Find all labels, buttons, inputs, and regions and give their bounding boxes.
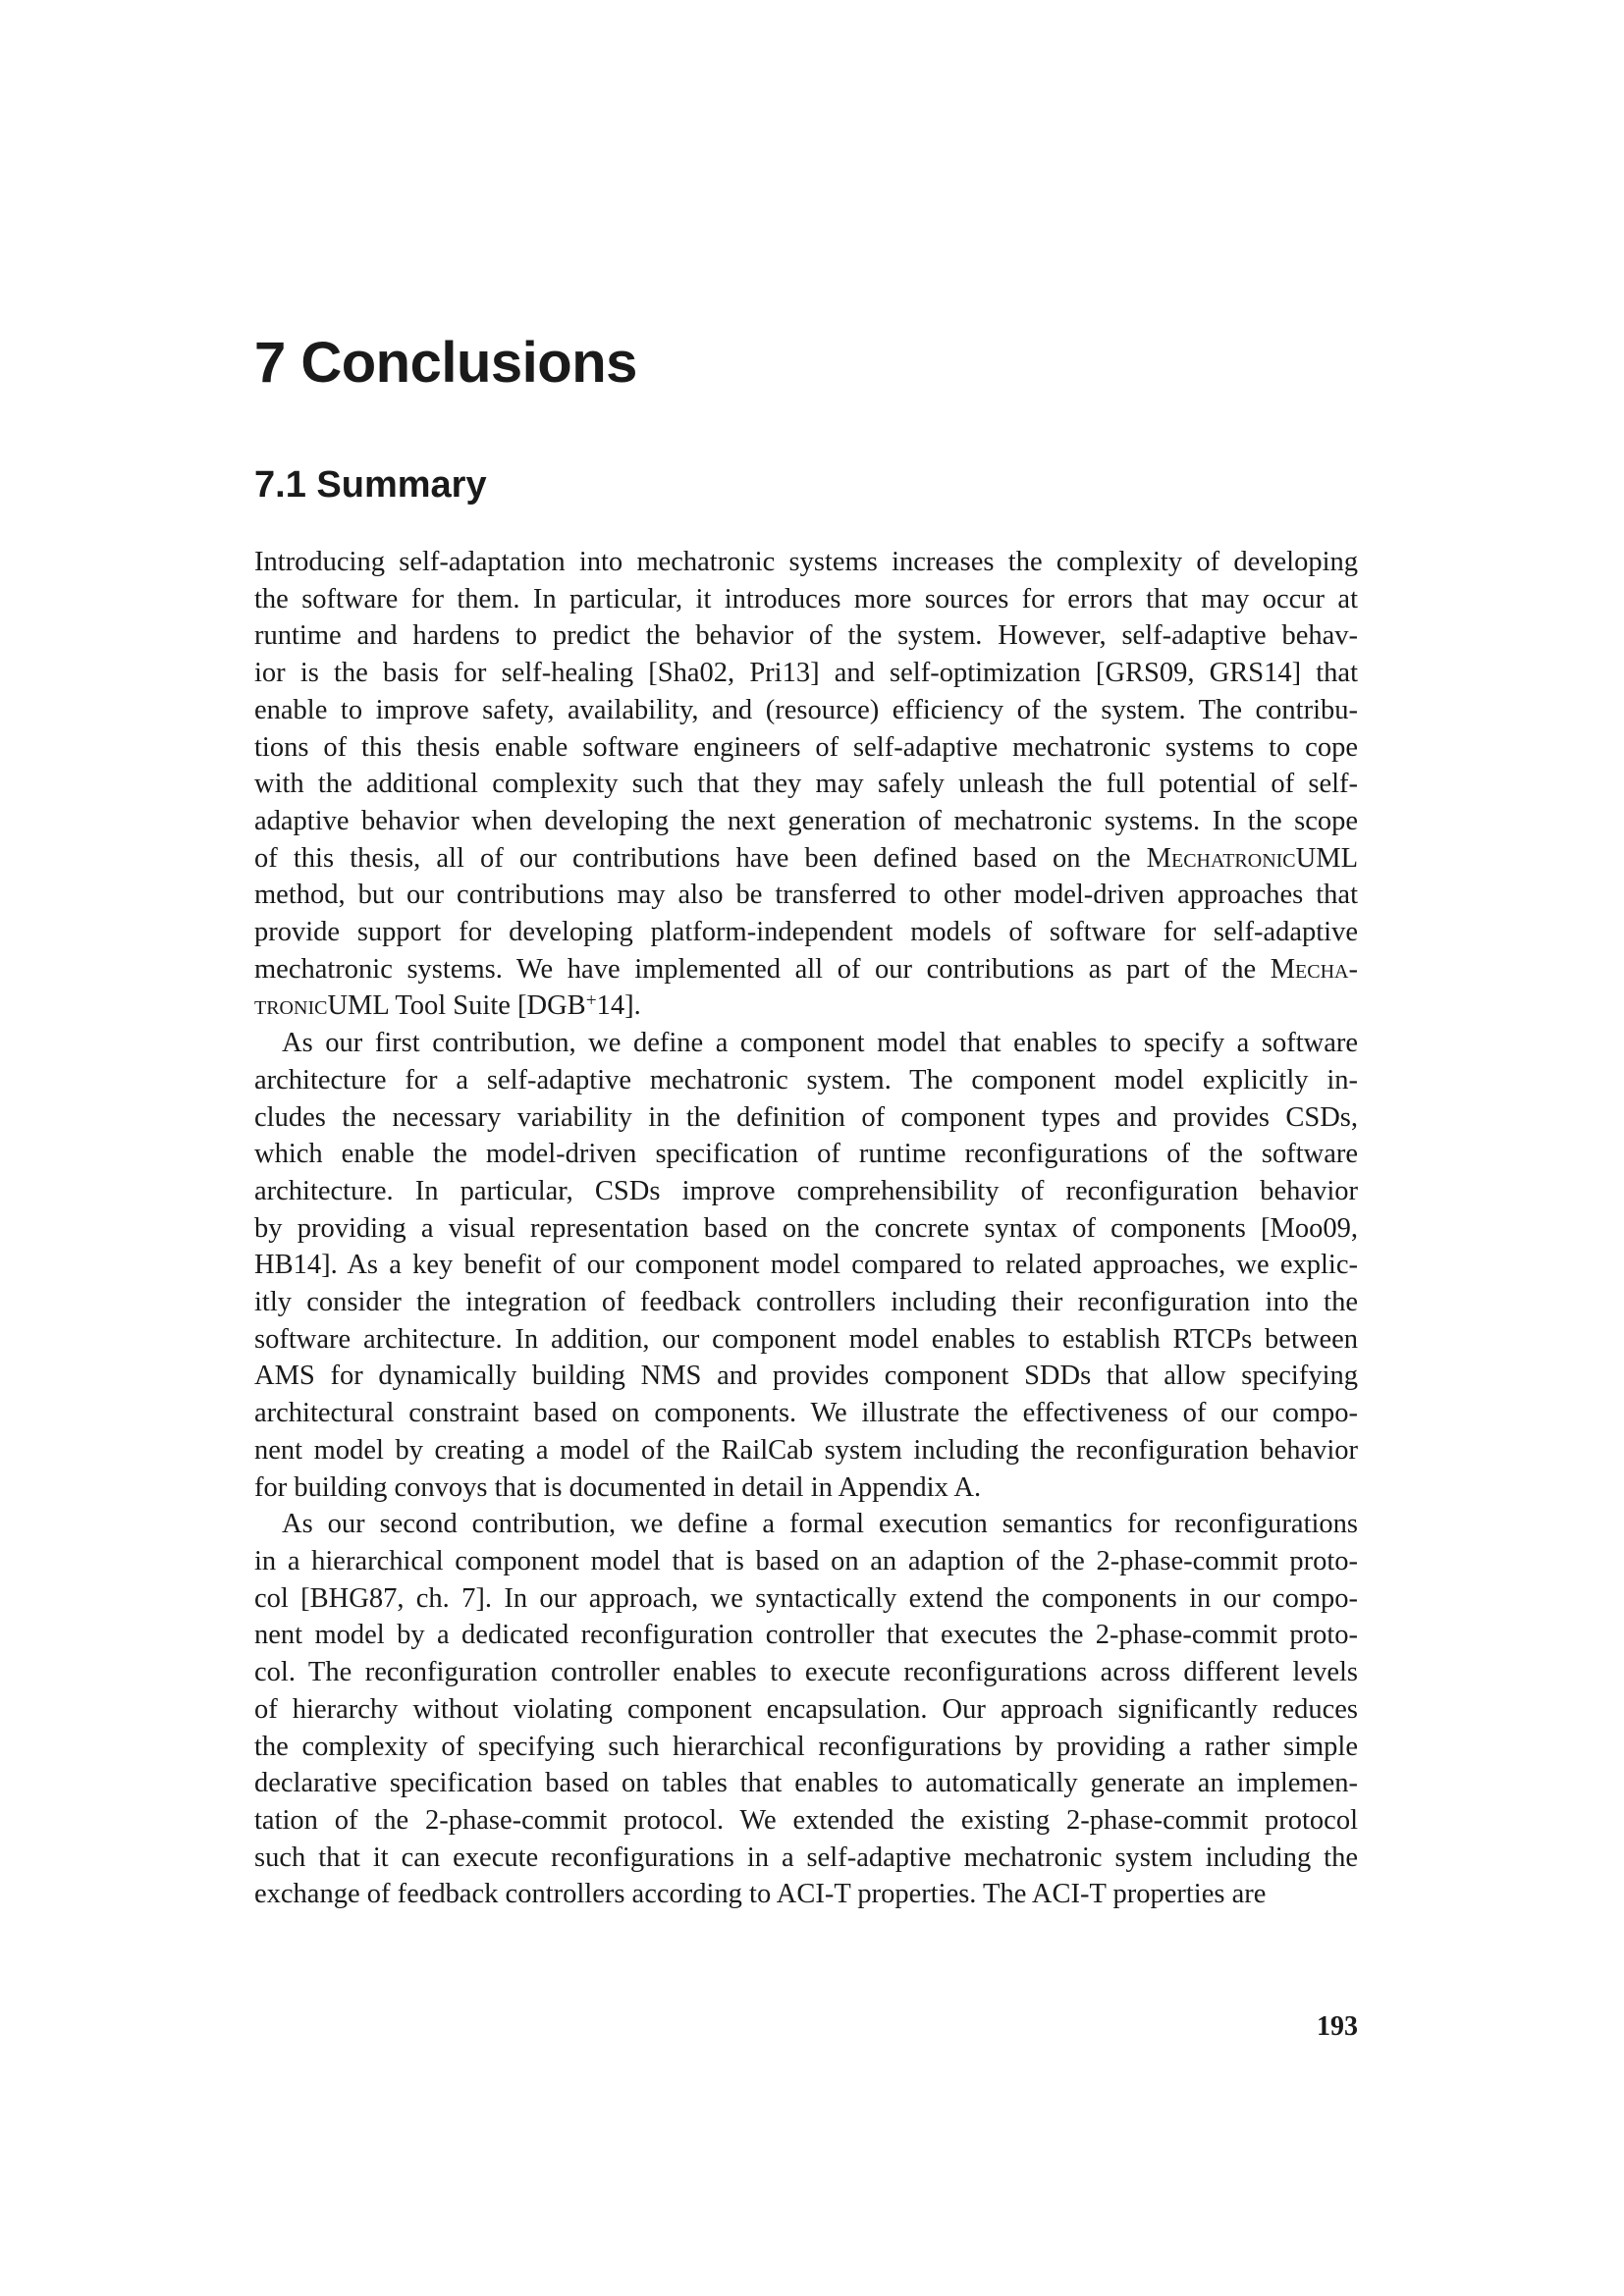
text-line: tation of the 2-phase-commit protocol. We extended the existing 2-phase-commit protocol [254,1804,1358,1836]
text-line: such that it can execute reconfigurations in a self-adaptive mechatronic system including the [254,1842,1358,1873]
small-caps-name: Mecha- [1270,953,1358,985]
text-line: architectural constraint based on components. We illustrate the effectiveness of our compo- [254,1398,1358,1429]
text-line: software architecture. In addition, our component model enables to establish RTCPs between [254,1323,1358,1355]
text-line: nent model by creating a model of the RailCab system including the reconfiguration behavior [254,1434,1358,1466]
text-line: enable to improve safety, availability, and (resource) efficiency of the system. The contribu- [254,694,1358,725]
text-line: exchange of feedback controllers according to ACI-T properties. The ACI-T properties are [254,1879,1267,1910]
section-title: 7.1 Summary [254,464,487,506]
paragraph [254,544,1358,1025]
page-number: 193 [1317,2011,1358,2042]
text-line: col. The reconfiguration controller enables to execute reconfigurations across different levels [254,1657,1358,1688]
superscript: + [585,990,597,1012]
paragraph [254,1025,1358,1506]
text-line: AMS for dynamically building NMS and provides component SDDs that allow specifying [254,1361,1358,1392]
text-line: tronicUML Tool Suite [DGB+14]. [254,990,641,1022]
text-line: col [BHG87, ch. 7]. In our approach, we syntactically extend the components in our compo- [254,1582,1358,1614]
text-line: tions of this thesis enable software engineers of self-adaptive mechatronic systems to cope [254,731,1358,763]
text-line: which enable the model-driven specification of runtime reconfigurations of the software [254,1139,1358,1170]
text-line: mechatronic systems. We have implemented all of our contributions as part of the Mecha- [254,953,1358,985]
text-line: the software for them. In particular, it introduces more sources for errors that may occur at [254,583,1358,614]
text-line: nent model by a dedicated reconfiguration controller that executes the 2-phase-commit proto- [254,1620,1358,1651]
text-line: adaptive behavior when developing the next generation of mechatronic systems. In the scope [254,805,1358,836]
text-line: of this thesis, all of our contributions have been defined based on the MechatronicUML [254,842,1358,874]
text-line: the complexity of specifying such hierarchical reconfigurations by providing a rather simple [254,1731,1358,1762]
body-text [254,544,1358,1913]
text-line: declarative specification based on tables that enables to automatically generate an implemen- [254,1768,1358,1799]
text-line: runtime and hardens to predict the behavior of the system. However, self-adaptive behav- [254,620,1358,652]
text-line: in a hierarchical component model that is based on an adaption of the 2-phase-commit proto- [254,1545,1358,1576]
small-caps-name: tronic [254,990,328,1022]
text-line: HB14]. As a key benefit of our component model compared to related approaches, we explic- [254,1250,1358,1281]
small-caps-name: Mechatronic [1146,842,1296,874]
text-line: of hierarchy without violating component encapsulation. Our approach significantly reduces [254,1693,1358,1725]
text-line: cludes the necessary variability in the definition of component types and provides CSDs, [254,1101,1358,1133]
paragraph [254,1506,1358,1913]
text-line: by providing a visual representation based on the concrete syntax of components [Moo09, [254,1212,1358,1244]
text-line: for building convoys that is documented in detail in Appendix A. [254,1471,982,1503]
text-line: with the additional complexity such that they may safely unleash the full potential of self- [254,769,1358,800]
text-line: architecture. In particular, CSDs improve comprehensibility of reconfiguration behavior [254,1175,1358,1206]
text-line: As our second contribution, we define a formal execution semantics for reconfigurations [282,1509,1358,1540]
text-line: itly consider the integration of feedback controllers including their reconfiguration into the [254,1287,1358,1318]
text-line: Introducing self-adaptation into mechatronic systems increases the complexity of developing [254,547,1358,577]
text-line: provide support for developing platform-independent models of software for self-adaptive [254,917,1358,948]
text-line: architecture for a self-adaptive mechatronic system. The component model explicitly in- [254,1064,1358,1095]
chapter-title: 7 Conclusions [254,331,637,395]
text-line: method, but our contributions may also be transferred to other model-driven approaches that [254,880,1358,911]
text-line: As our first contribution, we define a component model that enables to specify a software [282,1028,1358,1059]
text-line: ior is the basis for self-healing [Sha02, Pri13] and self-optimization [GRS09, GRS14] that [254,658,1358,689]
